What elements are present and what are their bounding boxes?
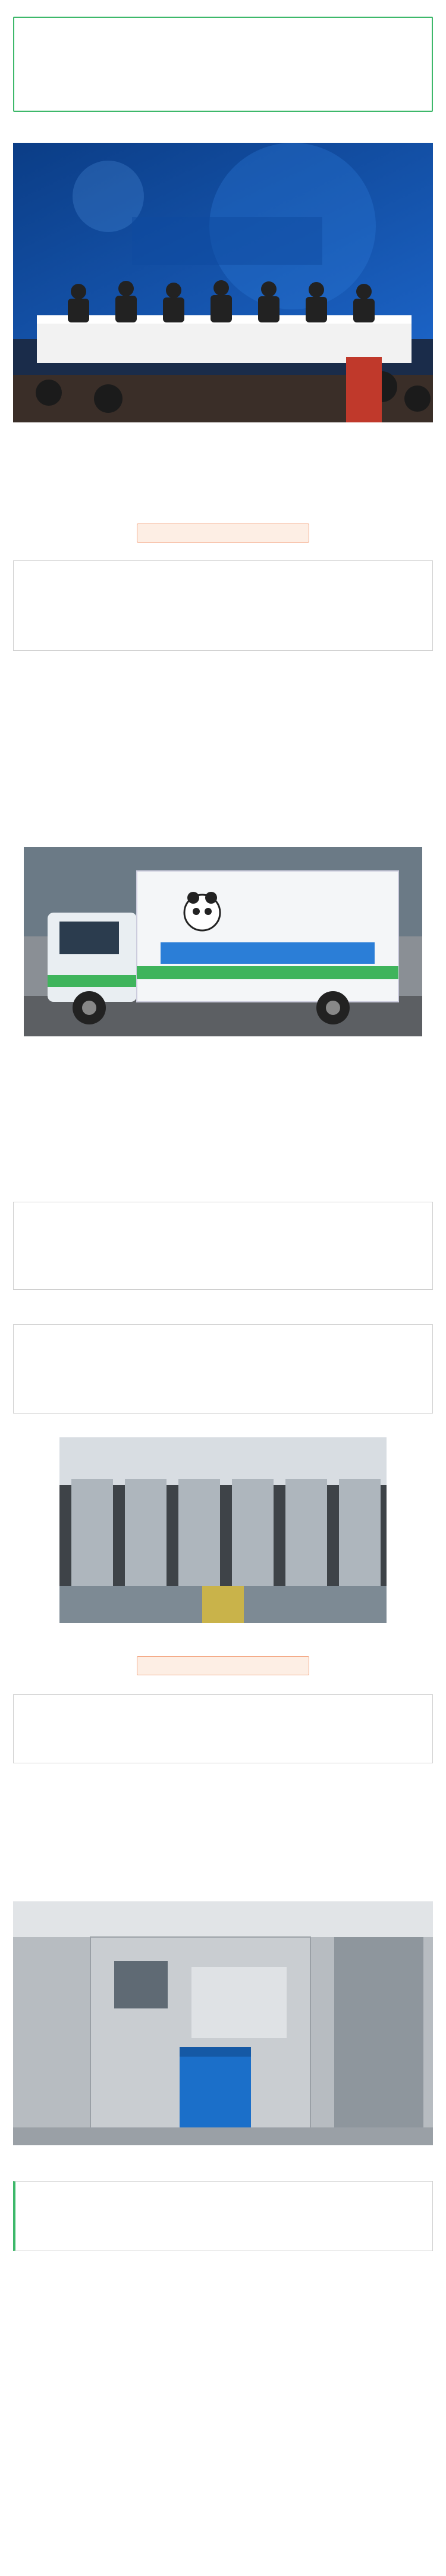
paragraph-3 — [13, 740, 433, 823]
factory-illustration — [59, 1437, 387, 1623]
press-conference-photo — [13, 143, 433, 422]
paragraph-6 — [13, 2276, 433, 2538]
truck-photo — [24, 847, 422, 1036]
paragraph-2 — [13, 669, 433, 716]
info-box-1 — [13, 560, 433, 651]
attendees-paragraph — [13, 447, 433, 513]
info-box-3 — [13, 1324, 433, 1414]
section-tag-1 — [137, 524, 309, 543]
info-box-2 — [13, 1202, 433, 1290]
info-box-5 — [13, 2181, 433, 2251]
factory-photo — [59, 1437, 387, 1623]
press-conference-illustration — [13, 143, 433, 422]
info-box-4 — [13, 1694, 433, 1763]
paragraph-5 — [13, 1792, 433, 1879]
intro-box — [13, 17, 433, 112]
machine-illustration — [13, 1901, 433, 2145]
garbage-truck-illustration — [24, 847, 422, 1036]
machine-photo — [13, 1901, 433, 2145]
paragraph-4 — [13, 1065, 433, 1172]
section-tag-2 — [137, 1656, 309, 1675]
